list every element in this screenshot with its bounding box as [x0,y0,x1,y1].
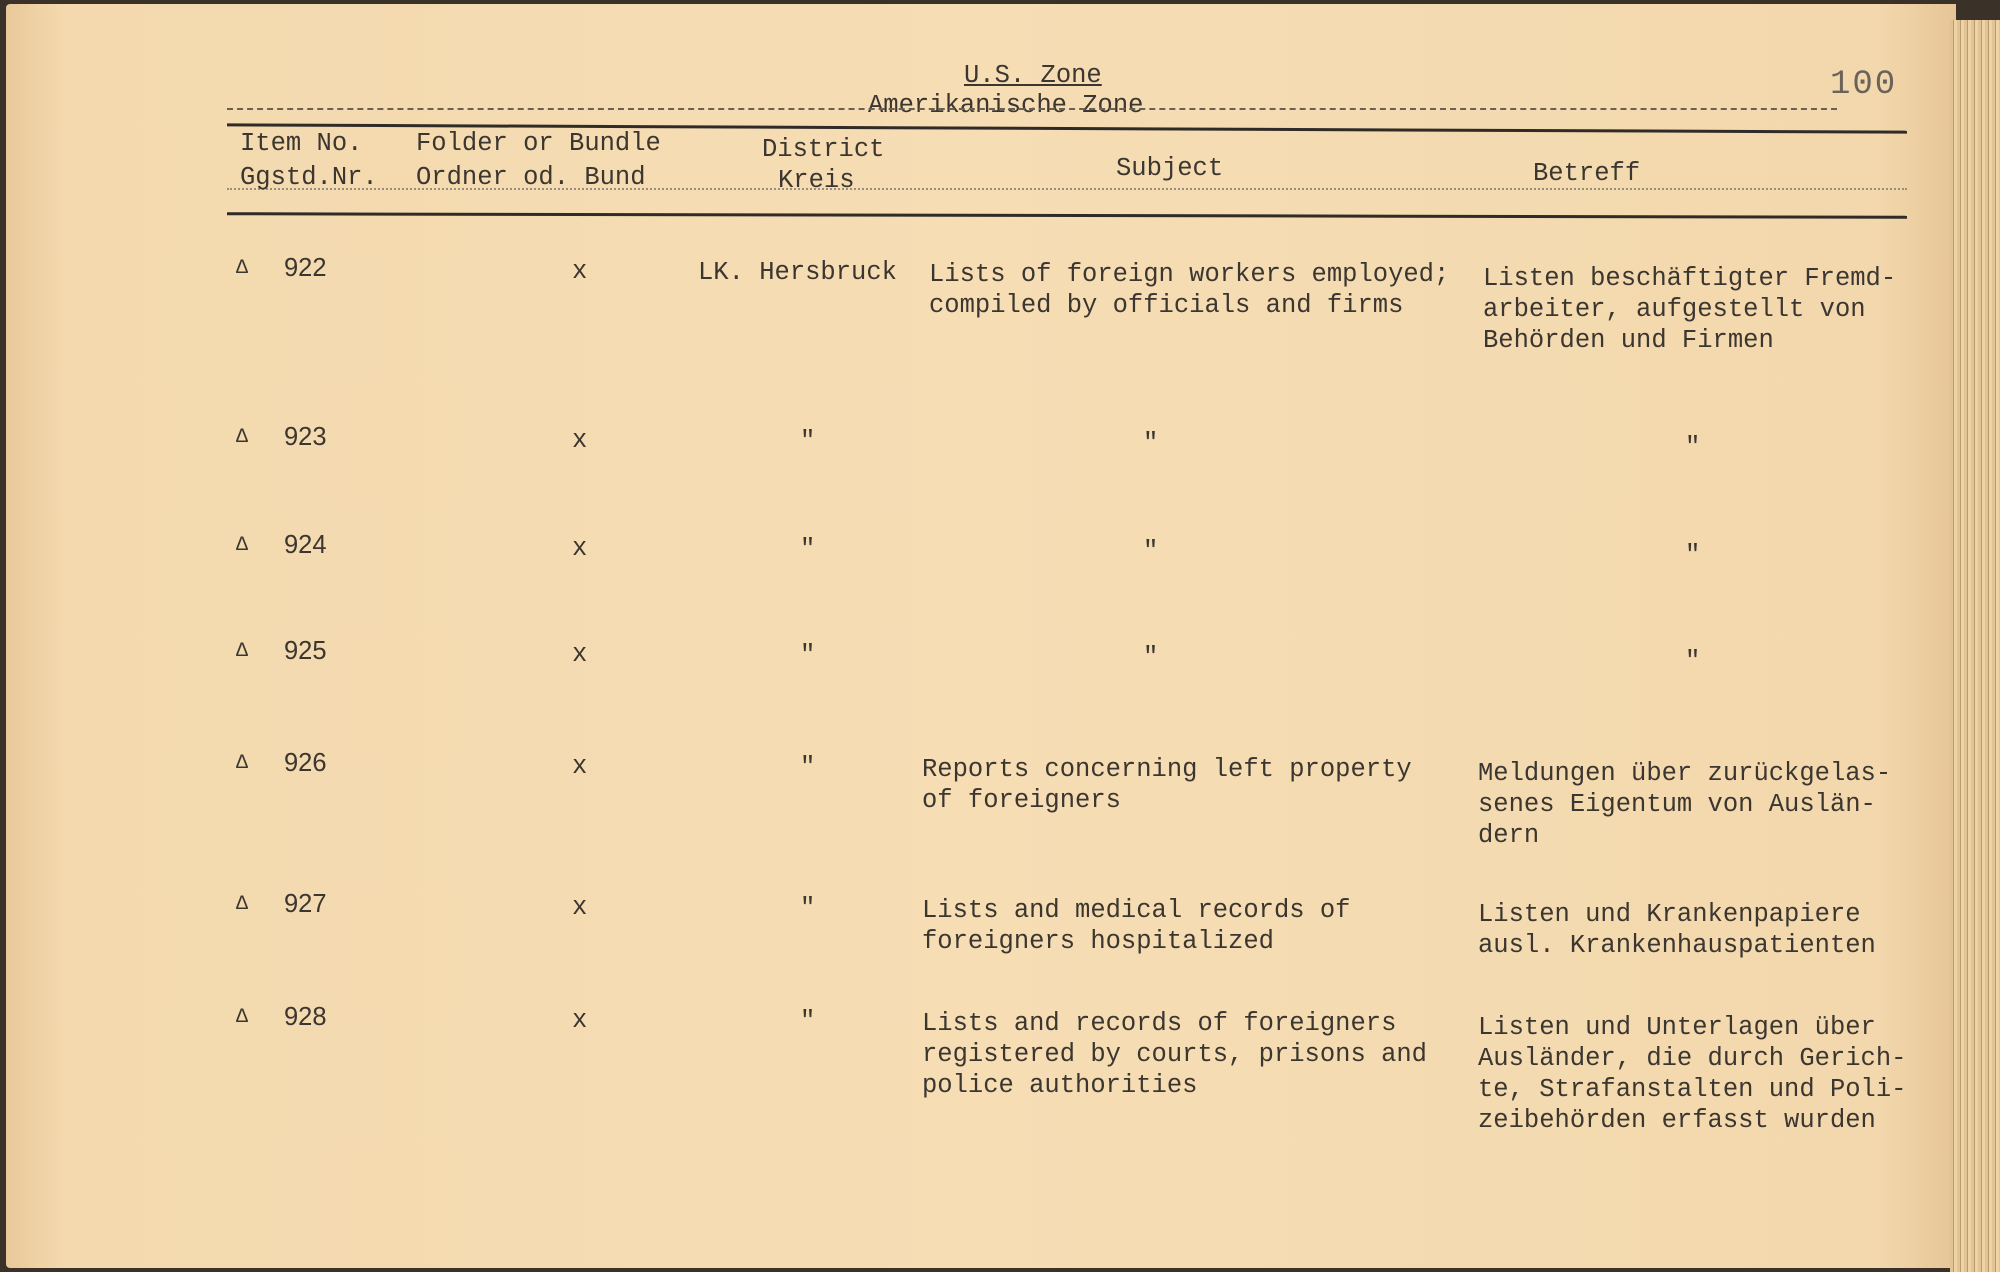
district: " [800,535,816,564]
item-mark: Δ [236,640,249,663]
folder-mark: x [572,640,588,669]
folder-mark: x [572,752,588,781]
betreff-line: Listen und Unterlagen über [1478,1013,1876,1042]
district: " [800,641,816,670]
zone-title-de: Amerikanische Zone [868,91,1144,120]
folder-mark: x [572,426,588,455]
page-number: 100 [1830,66,1898,104]
item-number: 927 [284,890,327,918]
col-district-en: District [762,135,885,164]
col-betreff: Betreff [1533,159,1641,188]
district: " [800,753,816,782]
betreff-line: Meldungen über zurückgelas- [1478,759,1892,788]
subject-line: police authorities [922,1071,1198,1100]
betreff-line: " [1685,647,1701,676]
betreff-line: ausl. Krankenhauspatienten [1478,931,1876,960]
subject-line: of foreigners [922,786,1121,815]
dashed-rule [227,108,1837,110]
subject-line: foreigners hospitalized [922,927,1274,956]
item-number: 926 [284,749,327,777]
subject-line: Lists and records of foreigners [922,1009,1397,1038]
district: " [800,894,816,923]
subject-line: compiled by officials and firms [929,291,1404,320]
item-mark: Δ [236,426,249,449]
col-folder-en: Folder or Bundle [416,129,661,158]
subject-line: " [1143,429,1159,458]
col-district-de: Kreis [778,166,855,195]
betreff-line: " [1685,433,1701,462]
subject-line: " [1143,537,1159,566]
betreff-line: Listen und Krankenpapiere [1478,900,1861,929]
betreff-line: arbeiter, aufgestellt von [1483,295,1866,324]
folder-mark: x [572,893,588,922]
item-number: 924 [284,531,327,559]
folder-mark: x [572,257,588,286]
item-number: 925 [284,637,327,665]
item-mark: Δ [236,752,249,775]
betreff-line: te, Strafanstalten und Poli- [1478,1075,1907,1104]
district: " [800,427,816,456]
betreff-line: Ausländer, die durch Gerich- [1478,1044,1907,1073]
subject-line: Reports concerning left property [922,755,1412,784]
col-subject: Subject [1116,154,1224,183]
subject-line: Lists and medical records of [922,896,1351,925]
col-item-en: Item No. [240,129,363,158]
betreff-line: Listen beschäftigter Fremd- [1483,264,1897,293]
item-number: 922 [284,254,327,282]
district: LK. Hersbruck [698,258,897,287]
item-mark: Δ [236,893,249,916]
item-number: 928 [284,1003,327,1031]
item-mark: Δ [236,534,249,557]
betreff-line: senes Eigentum von Auslän- [1478,790,1876,819]
betreff-line: Behörden und Firmen [1483,326,1774,355]
zone-title-en: U.S. Zone [964,61,1102,90]
page-stack-edges [1950,20,2000,1272]
item-mark: Δ [236,257,249,280]
subject-line: registered by courts, prisons and [922,1040,1427,1069]
item-number: 923 [284,423,327,451]
betreff-line: " [1685,541,1701,570]
folder-mark: x [572,1006,588,1035]
subject-line: " [1143,643,1159,672]
betreff-line: dern [1478,821,1540,850]
subject-line: Lists of foreign workers employed; [929,260,1450,289]
folder-mark: x [572,534,588,563]
district: " [800,1007,816,1036]
item-mark: Δ [236,1006,249,1029]
col-folder-de: Ordner od. Bund [416,163,646,192]
col-item-de: Ggstd.Nr. [240,163,378,192]
betreff-line: zeibehörden erfasst wurden [1478,1106,1876,1135]
